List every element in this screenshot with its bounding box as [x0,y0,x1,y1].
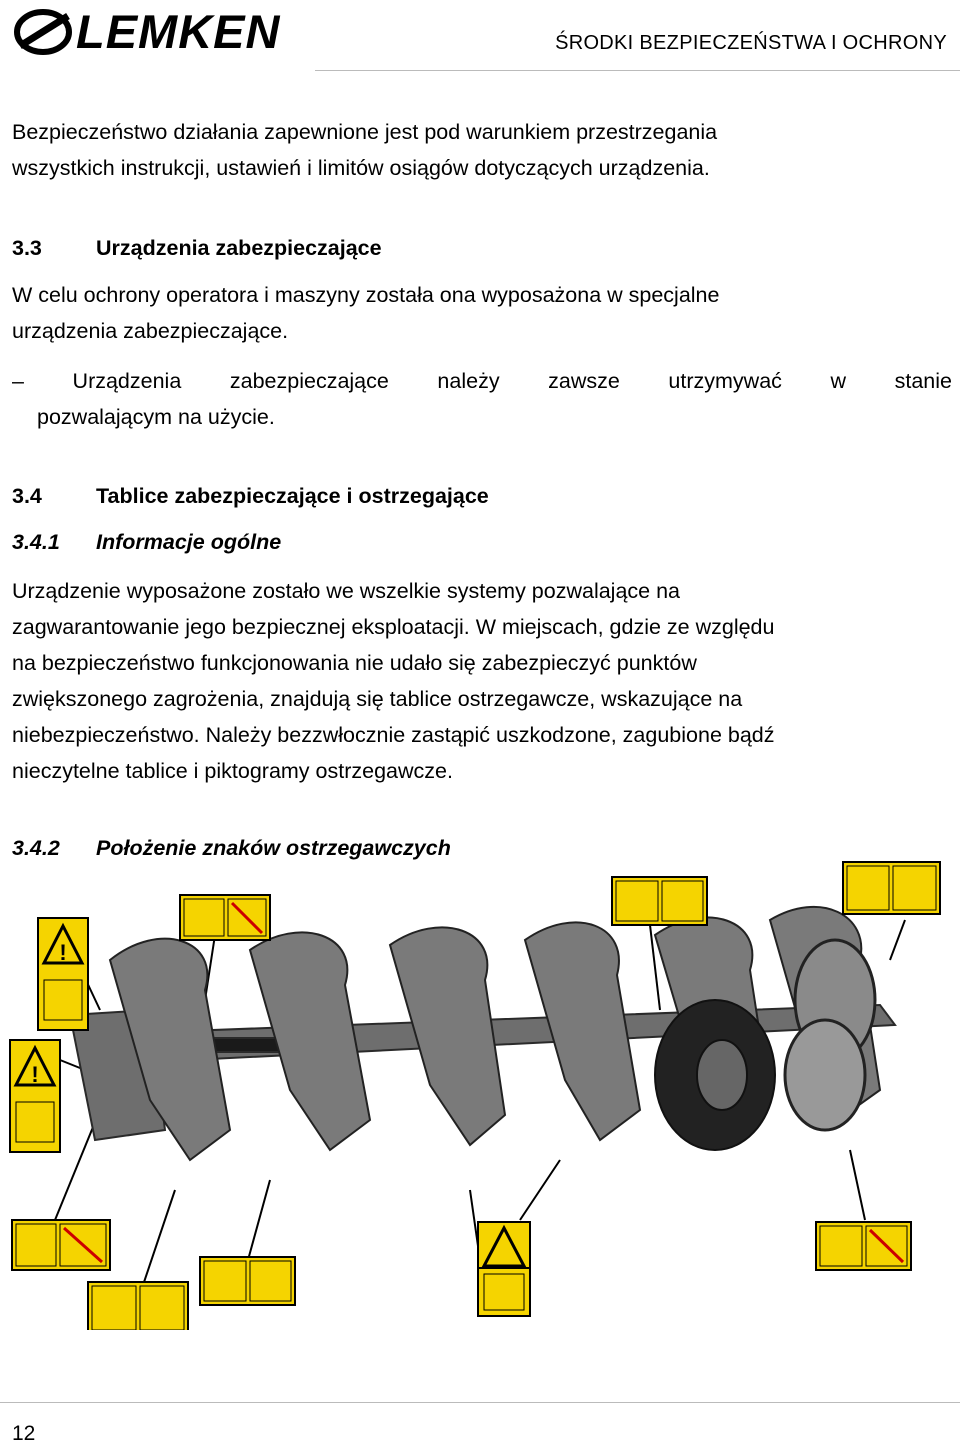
warning-decal [478,1222,530,1274]
svg-text:!: ! [31,1062,39,1087]
warning-decal [10,1040,60,1152]
warning-decal [12,1220,110,1270]
warning-decal [612,877,707,925]
intro-line-1: Bezpieczeństwo działania zapewnione jest pod warunkiem przestrzegania [12,120,718,144]
s341-line-3: na bezpieczeństwo funkcjonowania nie udało się zabezpieczyć punktów [12,651,697,675]
warning-decal [816,1222,911,1270]
page-number: 12 [12,1422,36,1445]
intro-line-2: wszystkich instrukcji, ustawień i limitów osiągów dotyczących urządzenia. [12,156,710,180]
heading-title: Tablice zabezpieczające i ostrzegające [96,484,489,508]
s341-line-4: zwiększonego zagrożenia, znajdują się tablice ostrzegawcze, wskazujące na [12,687,743,711]
section-title: ŚRODKI BEZPIECZEŃSTWA I OCHRONY [555,32,947,54]
s33-para-line-2: urządzenia zabezpieczające. [12,319,289,343]
heading-title: Informacje ogólne [96,530,282,554]
plough-decal-diagram [0,860,960,1330]
depth-wheel [655,1000,775,1150]
heading-3-4 [12,484,489,509]
heading-number: 3.3 [12,236,42,260]
s341-line-1: Urządzenie wyposażone zostało we wszelkie systemy pozwalające na [12,579,681,603]
heading-number: 3.4.2 [12,836,60,860]
brand-name: LEMKEN [76,5,281,58]
heading-title: Położenie znaków ostrzegawczych [96,836,451,860]
heading-3-4-2 [12,836,451,861]
warning-decal [843,862,940,914]
svg-text:!: ! [59,940,67,965]
s33-para-line-1: W celu ochrony operatora i maszyny została ona wyposażona w specjalne [12,283,720,307]
heading-3-3 [12,236,382,261]
warning-decal [38,918,88,1030]
s341-line-5: niebezpieczeństwo. Należy bezzwłocznie zastąpić uszkodzone, zagubione bądź [12,723,775,747]
heading-title: Urządzenia zabezpieczające [96,236,382,260]
warning-decal [478,1268,530,1316]
warning-decal [200,1257,295,1305]
footer-divider [0,1402,960,1403]
heading-number: 3.4 [12,484,42,508]
header-divider [315,70,960,71]
bullet-line-1: – Urządzenia zabezpieczające należy zawsze utrzymywać w stanie [12,369,952,393]
heading-number: 3.4.1 [12,530,60,554]
warning-decal [180,895,270,940]
page-header [0,0,960,72]
bullet-line-2: pozwalającym na użycie. [37,405,275,429]
warning-decal [88,1282,188,1330]
heading-3-4-1 [12,530,281,555]
s341-line-2: zagwarantowanie jego bezpiecznej eksploatacji. W miejscach, gdzie ze względu [12,615,775,639]
s341-line-6: nieczytelne tablice i piktogramy ostrzegawcze. [12,759,453,783]
